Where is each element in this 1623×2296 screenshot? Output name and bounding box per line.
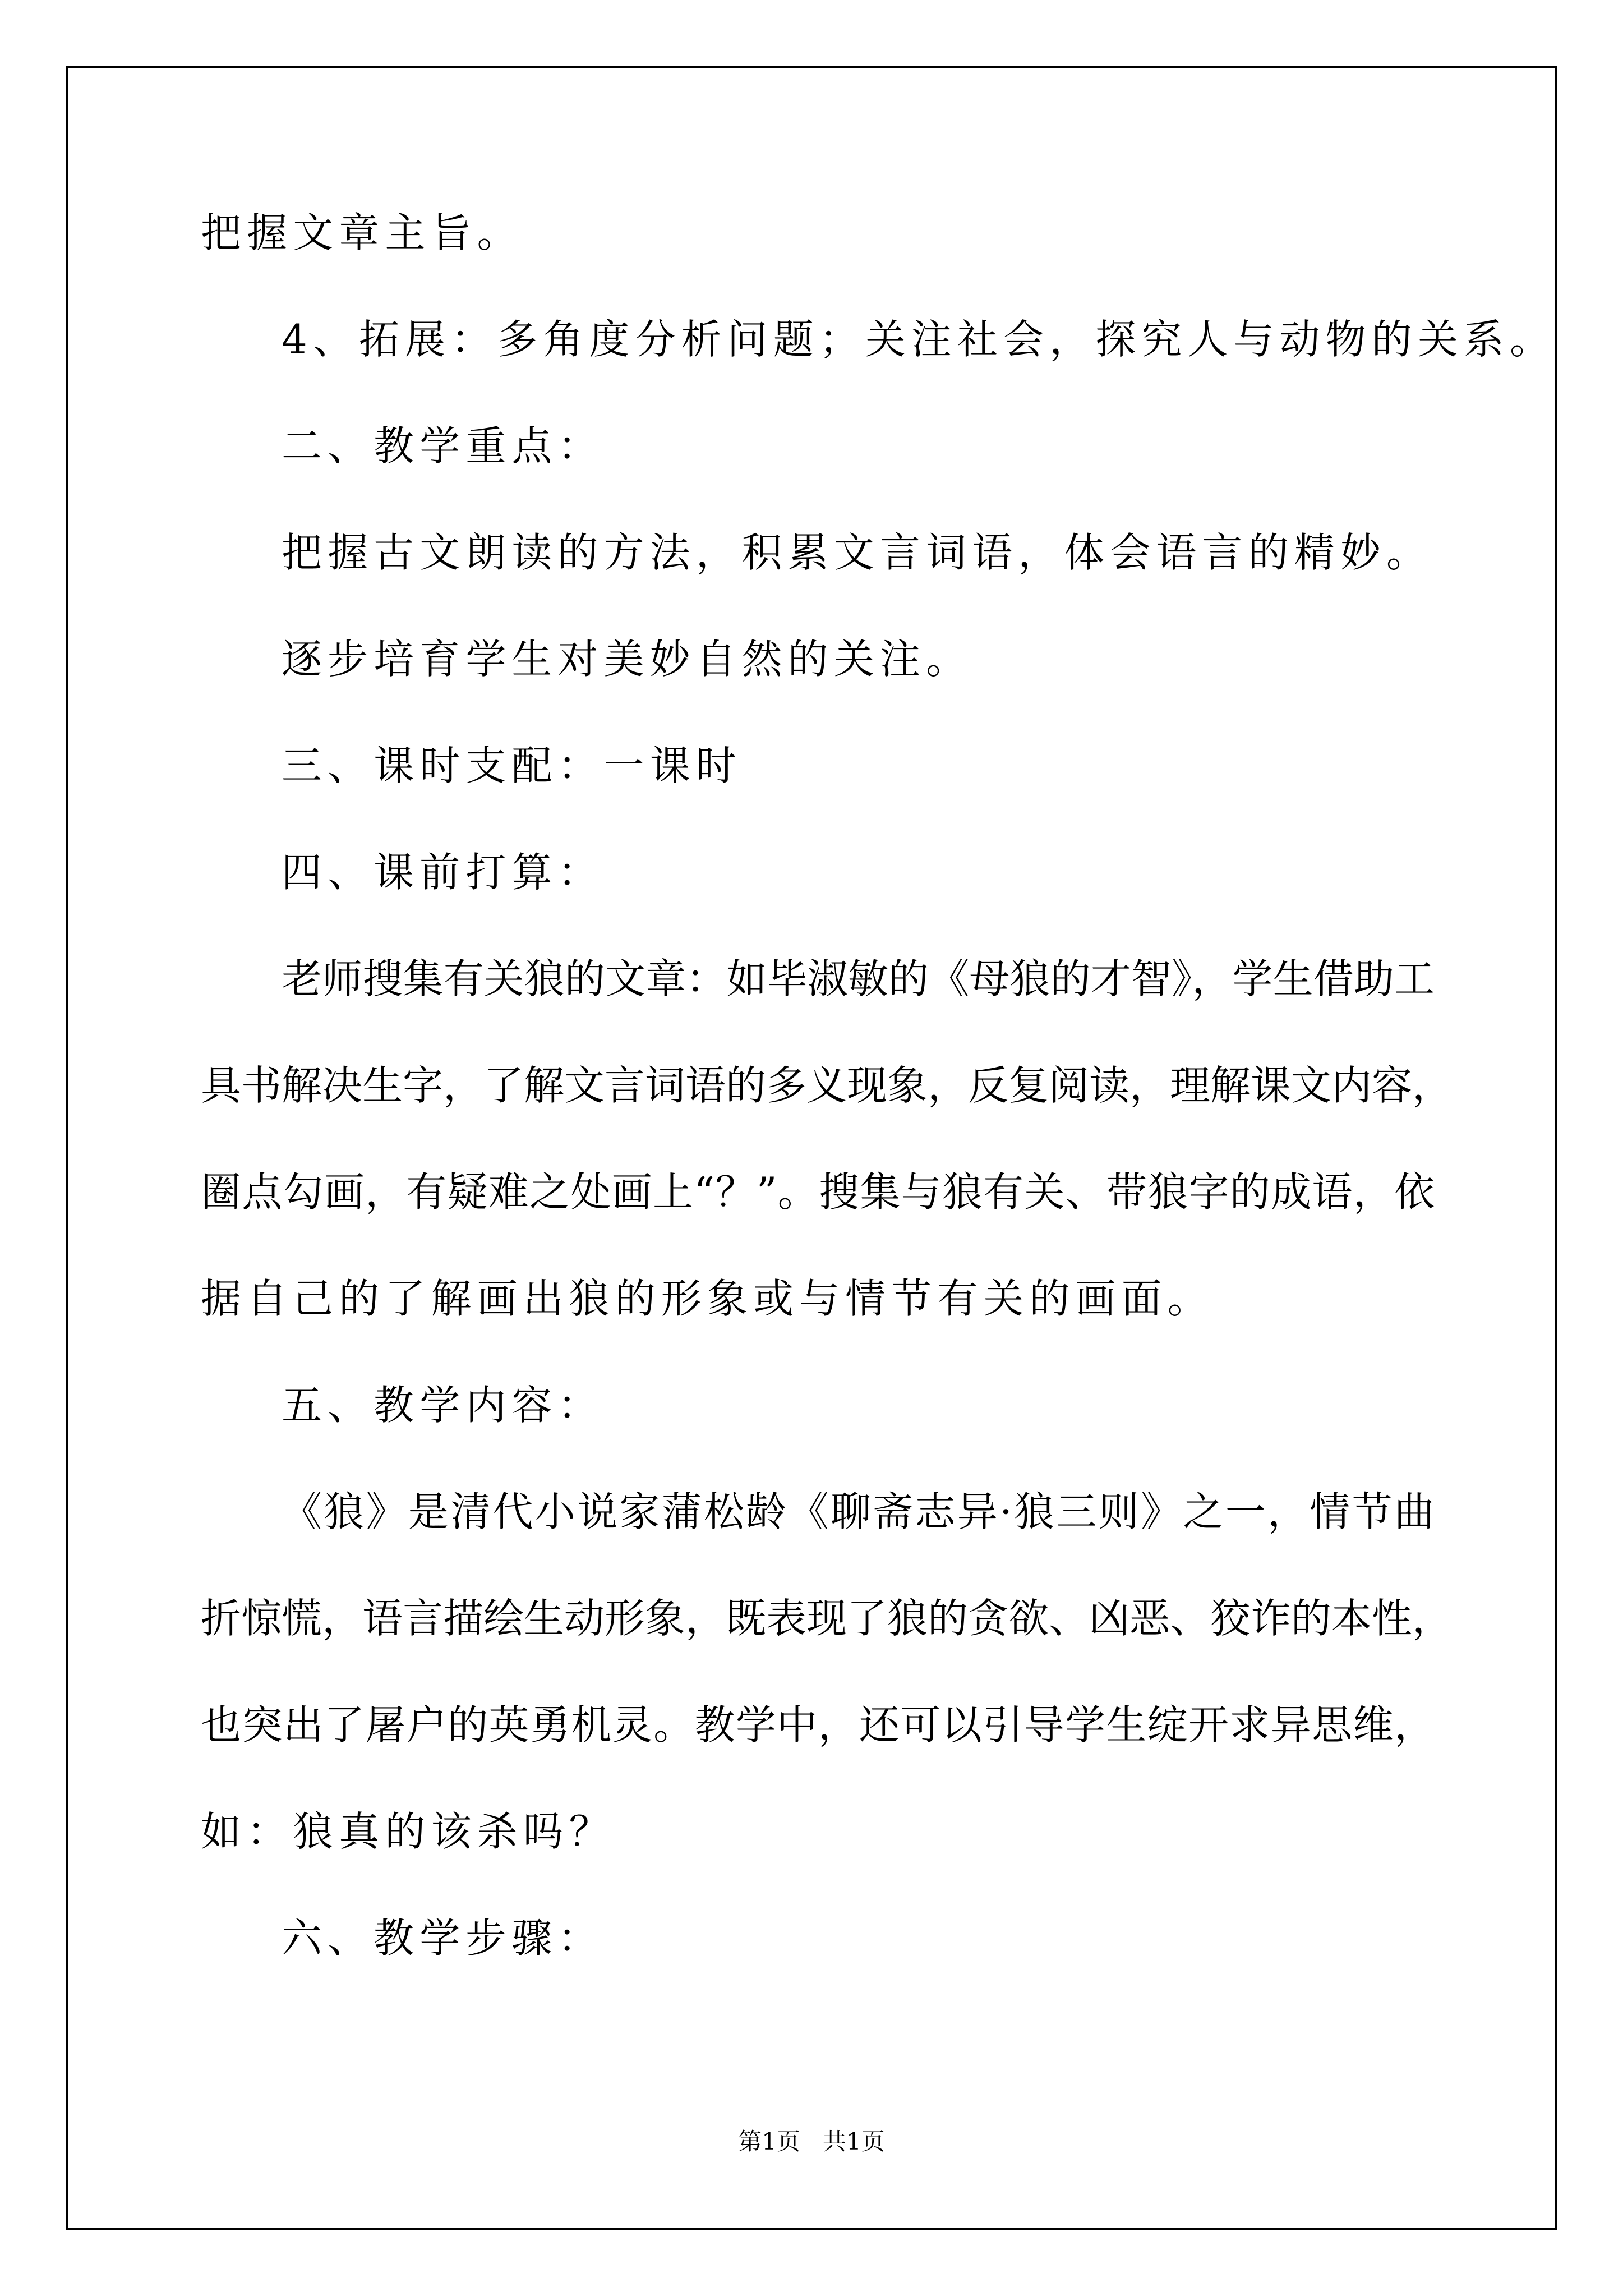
- paragraph-line: 老师搜集有关狼的文章：如毕淑敏的《母狼的才智》，学生借助工: [282, 955, 1435, 1002]
- section-heading: 二、教学重点：: [282, 422, 604, 470]
- paragraph-line: 具书解决生字，了解文言词语的多义现象，反复阅读，理解课文内容，: [201, 1062, 1453, 1109]
- section-heading: 四、课前打算：: [282, 849, 604, 896]
- section-heading: 六、教学步骤：: [282, 1915, 604, 1962]
- paragraph-line: 4、拓展：多角度分析问题；关注社会，探究人与动物的关系。: [282, 316, 1556, 363]
- paragraph-line: 把握文章主旨。: [201, 209, 523, 256]
- paragraph-line: 《狼》是清代小说家蒲松龄《聊斋志异·狼三则》之一，情节曲: [282, 1488, 1435, 1535]
- paragraph-line: 圈点勾画，有疑难之处画上“？”。搜集与狼有关、带狼字的成语，依: [201, 1168, 1435, 1216]
- paragraph-line: 逐步培育学生对美妙自然的关注。: [282, 636, 972, 683]
- section-heading: 五、教学内容：: [282, 1382, 604, 1429]
- paragraph-line: 把握古文朗读的方法，积累文言词语，体会语言的精妙。: [282, 529, 1433, 576]
- paragraph-line: 也突出了屠户的英勇机灵。教学中，还可以引导学生绽开求异思维，: [201, 1701, 1435, 1749]
- page-border: [66, 66, 1557, 2230]
- section-heading: 三、课时支配：一课时: [282, 742, 742, 789]
- page-number-footer: 第1页 共1页: [738, 2128, 885, 2155]
- paragraph-line: 折惊慌，语言描绘生动形象，既表现了狼的贪欲、凶恶、狡诈的本性，: [201, 1595, 1453, 1642]
- paragraph-line: 如：狼真的该杀吗？: [201, 1808, 615, 1855]
- paragraph-line: 据自己的了解画出狼的形象或与情节有关的画面。: [201, 1275, 1214, 1322]
